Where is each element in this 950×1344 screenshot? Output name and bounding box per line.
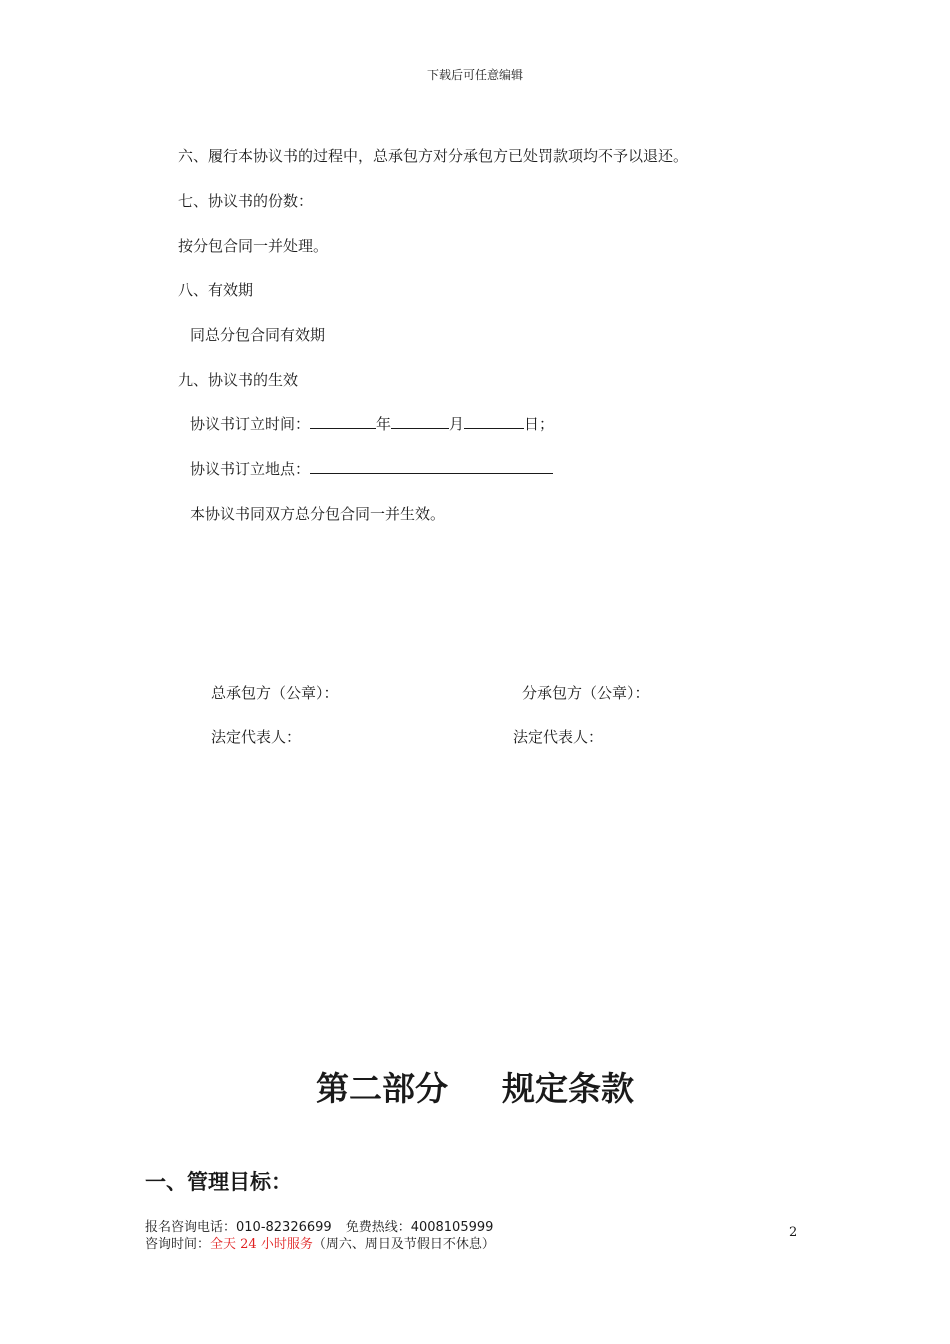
clause-8-title: 八、有效期: [178, 281, 254, 299]
sign-time-label: 协议书订立时间：: [190, 415, 311, 433]
footer-time-label: 咨询时间：: [145, 1237, 211, 1252]
section-title: [0, 1063, 950, 1110]
month-label: 月: [449, 415, 465, 433]
section-title-name: 规定条款: [502, 1069, 634, 1108]
day-label: 日；: [524, 415, 555, 433]
legal-rep-right: 法定代表人：: [513, 728, 604, 746]
place-blank: [310, 459, 553, 474]
footer-service: 全天 24 小时服务: [210, 1237, 313, 1252]
sign-time-line: [190, 413, 554, 434]
effect-text: 本协议书同双方总分包合同一并生效。: [190, 505, 446, 523]
footer-hotline-label: 免费热线：: [345, 1220, 411, 1235]
clause-7-text: 按分包合同一并处理。: [178, 237, 329, 255]
footer-time-line: [145, 1233, 495, 1252]
page-number: 2: [789, 1225, 798, 1240]
footer-note: （周六、周日及节假日不休息）: [312, 1237, 495, 1252]
sign-place-line: [190, 458, 553, 479]
clause-8-text: 同总分包合同有效期: [190, 326, 326, 344]
year-label: 年: [376, 415, 392, 433]
clause-7-title: 七、协议书的份数：: [178, 192, 314, 210]
year-blank: [310, 414, 376, 429]
legal-rep-left: 法定代表人：: [211, 728, 302, 746]
clause-6: 六、履行本协议书的过程中，总承包方对分承包方已处罚款项均不予以退还。: [178, 147, 689, 165]
section-subheading: 一、管理目标：: [145, 1170, 292, 1194]
section-title-part: 第二部分: [316, 1069, 448, 1108]
page-header: 下载后可任意编辑: [426, 68, 523, 82]
footer-phone: 010-82326699: [236, 1220, 332, 1235]
footer-hotline: 4008105999: [410, 1220, 494, 1235]
month-blank: [391, 414, 449, 429]
clause-9-title: 九、协议书的生效: [178, 371, 299, 389]
general-contractor-seal: 总承包方（公章）：: [211, 684, 339, 702]
sign-place-label: 协议书订立地点：: [190, 460, 311, 478]
subcontractor-seal: 分承包方（公章）：: [522, 684, 650, 702]
footer-phone-label: 报名咨询电话：: [145, 1220, 237, 1235]
day-blank: [464, 414, 524, 429]
